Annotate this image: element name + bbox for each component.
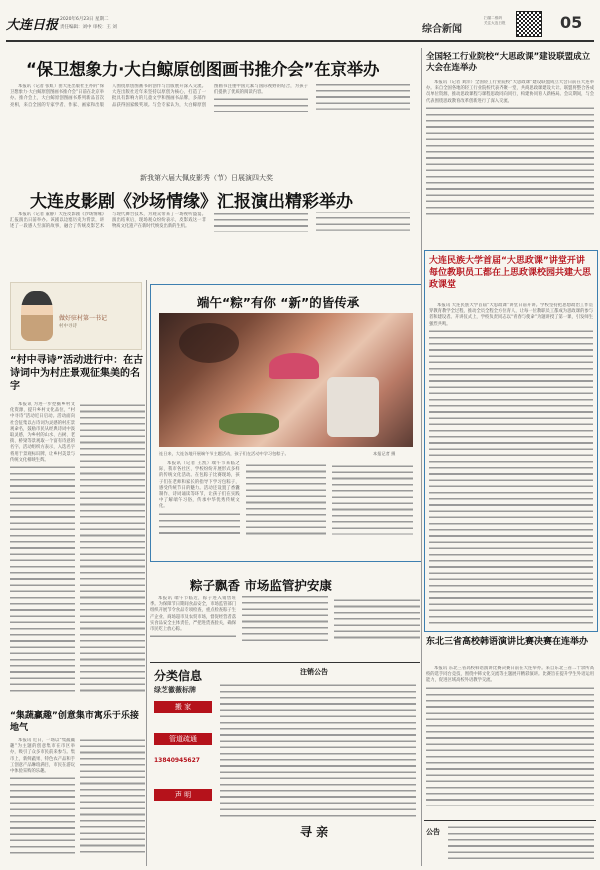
duanwu-photo-caption: 连日来，大连各地开展端午节主题活动，孩子们在活动中学习包粽子。 — [159, 451, 289, 456]
newspaper-logo: 大连日报 — [6, 18, 59, 33]
notice-text — [448, 825, 594, 861]
illustration-box — [10, 282, 142, 350]
classifieds — [150, 662, 420, 867]
illustration-sub: 村中寻诗 — [59, 324, 77, 329]
column-divider — [146, 280, 147, 866]
section-name: 综合新闻 — [422, 24, 462, 35]
shadow-body: 本报讯（记者 董静）大连皮影剧《沙场情缘》汇报演出日前举办。该剧以边塞历史为背景，讲述了一段感人至深的故事，融合了传统皮影艺术与现代舞台技术，为观众带来了一场视听盛宴。演出结束后，现场观众纷纷表示，皮影戏这一非物质文化遗产在新时代焕发出新的生机。 — [10, 212, 410, 272]
zongzi-body: 本报讯 端午节临近，粽子进入销售旺季。为保障节日期间食品安全，市场监管部门组织开展节令食品专项检查，重点检查粽子生产企业、商场超市及农贸市场，督促经营者落实食品安全主体责任，严把进货查验关，确保市民吃上放心粽。 — [150, 596, 420, 656]
illustration-figure — [21, 291, 53, 341]
date-line: 2020年6月23日 星期二 — [60, 17, 109, 22]
market-title: “集蔬赢趣”创意集市寓乐于乐接地气 — [10, 711, 139, 733]
notice-label: 公告 — [426, 828, 440, 836]
classifieds-row: 管道疏通 — [154, 733, 212, 745]
market-body: 本报讯 近日，一场以“集蔬赢趣”为主题的创意集市在市区举办，吸引了众多市民前来参与。集市上，新鲜蔬果、特色农产品和手工创意产品琳琅满目，市民在游玩中体验采购的乐趣。 — [10, 738, 145, 864]
right-bottom-title: 东北三省高校韩语演讲比赛决赛在连举办 — [426, 637, 589, 647]
duanwu-title: 端午“粽”有你 “新”的皆传承 — [197, 295, 360, 310]
lead-body: 本报讯（记者 张虹）由大连出版社主办的“保卫想象力·大白鲸原创图画书推介会”日前在北京举办。推介会上，大白鲸原创图画书系列新品首次亮相，来自全国的专家学者、作家、画家和出版人围绕原创图画书的创作与出版展开深入交流。大连出版社近年来坚持以原创为核心，打造了一批具有影响力的儿童文学和图画书品牌，多部作品获得国家级奖项。与会专家认为，大白鲸原创图画书注重中国元素与国际视野的结合，为孩子们提供了优质的阅读内容。 — [10, 84, 410, 164]
page-number: 05 — [560, 13, 583, 32]
masthead — [0, 0, 600, 44]
right-top-body: 本报讯（记者 刘洋）全国轻工行业院校“大思政课”建设联盟成立大会日前在大连举办。来自全国各地的轻工行业院校代表齐聚一堂，共商思政课建设大计。联盟将整合各成员单位资源，推动思政课程与课程思政同向同行，构建协同育人新格局。会议期间，与会代表围绕思政教育改革创新进行了深入交流。 — [426, 80, 594, 248]
classifieds-notice: 注销公告 — [300, 668, 328, 676]
classifieds-phone: 13840945627 — [154, 757, 200, 764]
classifieds-row: 声 明 — [154, 789, 212, 801]
masthead-rule — [6, 40, 594, 42]
shadow-title: 大连皮影剧《沙场情缘》汇报演出精彩举办 — [30, 192, 353, 212]
right-bottom-body: 本报讯 东北三省高校韩语演讲比赛决赛日前在大连举办。来自东北三省二十余所高校的选手同台竞技，围绕中韩文化交流等主题展开精彩演讲。比赛旨在提升学生外语运用能力，促进区域高校外语教学交流。 — [426, 666, 594, 816]
duanwu-body: 本报讯（记者 王凯）端午节来临之际，我市各社区、学校纷纷开展形式多样的传统文化活动。在包粽子比赛现场，孩子们在老师和家长的指导下学习包粽子，感受传统节日的魅力。活动还设置了香囊制作、诗词诵读等环节，让孩子们在实践中了解端午习俗，传承中华优秀传统文化。 — [159, 461, 413, 555]
notice-box — [424, 820, 596, 865]
shadow-kicker: 新我第六届大佩皮影秀（节）日展演四大奖 — [140, 174, 273, 182]
classifieds-row: 寻 亲 — [300, 825, 329, 839]
duanwu-box — [150, 284, 422, 562]
column-divider — [421, 48, 422, 866]
village-title: “村中寻诗”活动进行中：在古诗词中为村庄景观征集美的名字 — [10, 355, 144, 392]
right-top-title: 全国轻工行业院校“大思政课”建设联盟成立大会在连举办 — [426, 52, 591, 73]
classifieds-header: 分类信息 — [154, 669, 203, 683]
zongzi-title: 粽子飘香 市场监管护安康 — [190, 578, 332, 593]
lead-title: “保卫想象力·大白鲸原创图画书推介会”在京举办 — [26, 60, 380, 79]
village-body: 本报讯 为进一步挖掘乡村文化资源，提升乡村文化品位，“村中寻诗”活动近日启动。活动面向社会征集以古诗词为灵感的村庄景观命名，鼓励市民从经典诗词中汲取灵感，为乡村的山水、古树、老街、桥梁等景观取一个富有诗意的名字。活动组织方表示，入选名字将用于景观标识牌，让乡村美景与传统文化相映生辉。 — [10, 402, 145, 704]
right-mid-box — [424, 250, 598, 632]
classifieds-row: 搬 家 — [154, 701, 212, 713]
right-mid-body: 本报讯 大连民族大学首届“大思政课”讲堂日前开讲。学校坚持把思想政治工作贯穿教育教学全过程，推动全员全程全方位育人，让每一位教职员工都成为思政课的参与者和建设者。开讲仪式上，学校负责同志以“青春与使命”为题讲授了第一课，引发师生强烈共鸣。 — [429, 303, 593, 625]
duanwu-photo — [159, 313, 413, 447]
illustration-caption: 做好驻村第一书记 — [59, 315, 108, 322]
right-mid-title: 大连民族大学首届“大思政课”讲堂开讲 每位教职员工都在上思政课校园共建大思政课堂 — [429, 256, 592, 290]
editor-line: 责任编辑：刘中 审校：王 刘 — [60, 25, 117, 30]
qr-code — [516, 11, 542, 37]
duanwu-photo-credit: 本报记者 摄 — [373, 451, 396, 456]
qr-note: 扫描二维码 关注大连日报 — [484, 16, 506, 25]
classifieds-sub: 绿芝徽薇标牌 — [154, 686, 196, 694]
classifieds-text — [220, 683, 416, 819]
